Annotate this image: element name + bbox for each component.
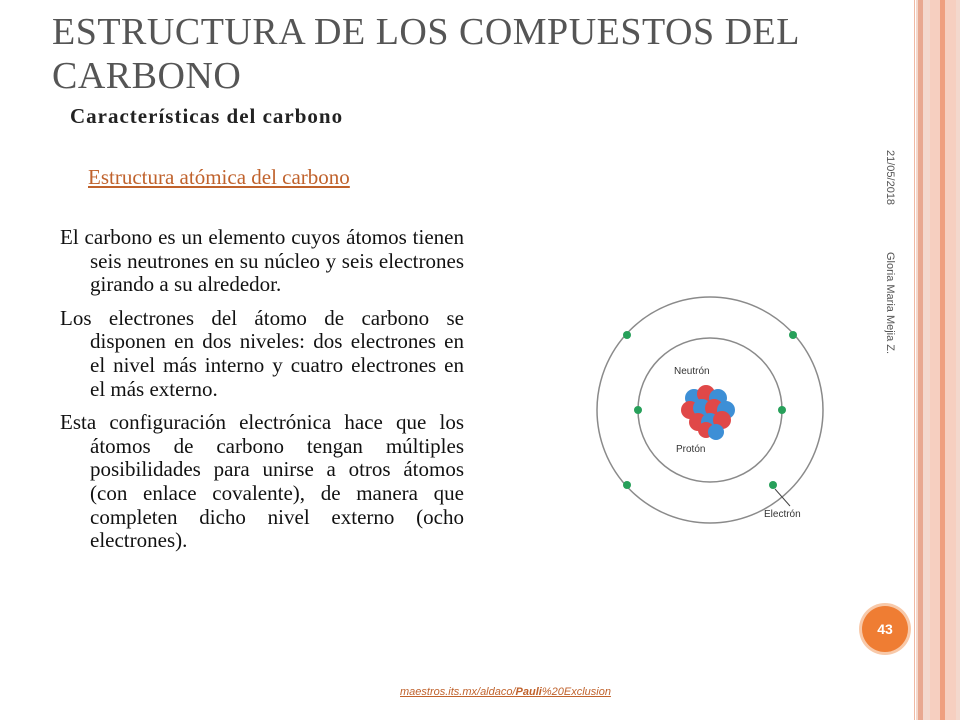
divider-line bbox=[914, 0, 915, 720]
nucleus bbox=[681, 385, 735, 440]
electron bbox=[789, 331, 797, 339]
paragraph-3: Esta configuración electrónica hace que los átomos de carbono tengan múltiples posibilidades para unirse a otros átomos (con enlace covalente), de manera que completen dicho nivel externo (ocho electrones). bbox=[60, 410, 464, 553]
source-link[interactable] bbox=[400, 686, 611, 698]
source-bold: Pauli bbox=[515, 686, 542, 698]
right-border-decoration bbox=[916, 0, 960, 720]
electron bbox=[778, 406, 786, 414]
page-number-badge: 43 bbox=[862, 606, 908, 652]
electron bbox=[769, 481, 777, 489]
electron bbox=[623, 331, 631, 339]
slide-title: ESTRUCTURA DE LOS COMPUESTOS DEL CARBONO bbox=[52, 11, 799, 97]
source-suffix: %20Exclusion bbox=[541, 686, 611, 698]
slide-author: Gloria Maria Mejia Z. bbox=[884, 252, 896, 355]
body-text bbox=[60, 226, 464, 563]
neutron bbox=[708, 424, 724, 440]
electron bbox=[623, 481, 631, 489]
electron-label: Electrón bbox=[764, 509, 801, 520]
paragraph-1: El carbono es un elemento cuyos átomos tienen seis neutrones en su núcleo y seis electrones girando a su alrededor. bbox=[60, 225, 464, 297]
slide-subtitle: Características del carbono bbox=[70, 104, 344, 128]
slide-date: 21/05/2018 bbox=[884, 150, 896, 206]
electron bbox=[634, 406, 642, 414]
proton-label: Protón bbox=[676, 444, 706, 455]
source-prefix: maestros.its.mx/aldaco/ bbox=[400, 686, 516, 698]
paragraph-2: Los electrones del átomo de carbono se disponen en dos niveles: dos electrones en el nivel más interno y cuatro electrones en el más externo. bbox=[60, 305, 464, 401]
atomic-structure-link[interactable]: Estructura atómica del carbono bbox=[88, 165, 350, 189]
neutron-label: Neutrón bbox=[674, 366, 710, 377]
carbon-atom-diagram bbox=[590, 290, 830, 540]
